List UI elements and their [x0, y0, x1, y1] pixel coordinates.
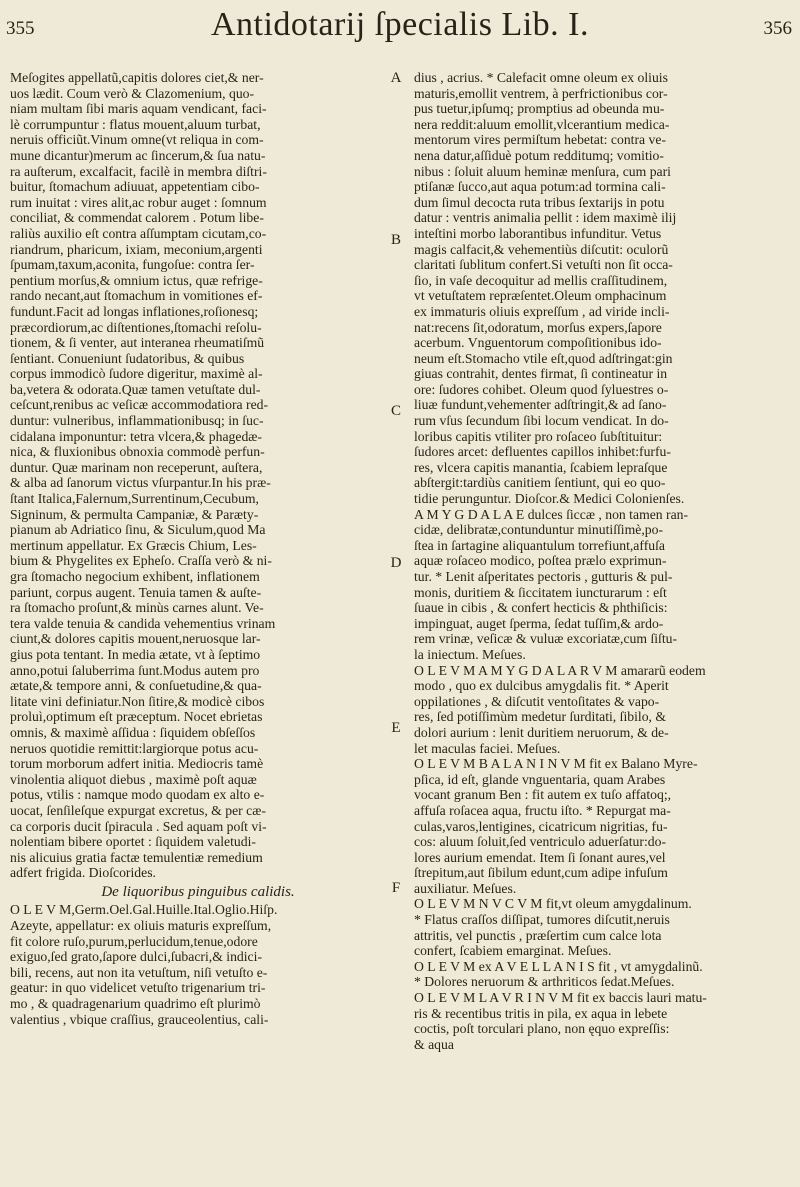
- text-line: res, vlcera capitis manantia, ſcabiem lepraſque: [414, 459, 668, 475]
- text-line: magis calfacit,& vehementiùs diſcutit: oculorũ: [414, 241, 669, 257]
- text-line: rum inuitat : vires alit,ac robur auget : ſomnum: [10, 194, 267, 210]
- text-line: O L E V M L A V R I N V M fit ex baccis lauri matu-: [414, 990, 707, 1006]
- text-line: lores aurium emendat. Item ſi ſonant aures,vel: [414, 849, 666, 865]
- text-line: monis, duritiem & ſiccitatem iuncturarum : eſt: [414, 584, 667, 600]
- text-line: uocat, ſenſileſque expurgat excretus, & per cæ-: [10, 802, 266, 818]
- text-line: niam multam ſibi maris aquam vendicant, faci-: [10, 101, 267, 117]
- text-line: litate vini definiatur.Non ſitire,& modicè cibos: [10, 693, 265, 709]
- text-line: tera valde tenuia & candida vehementius vrinam: [10, 615, 276, 631]
- text-line: mo , & quadragenarium quadrimo eſt plurimò: [10, 996, 261, 1012]
- text-line: lè corrumpuntur : flatus mouent,aluum turbat,: [10, 116, 261, 132]
- text-line: fit colore ruſo,purum,perlucidum,tenue,odore: [10, 933, 258, 949]
- text-line: ceſcunt,renibus ac veſicæ accommodatiora red-: [10, 397, 269, 413]
- text-line: oppilationes , & diſcutit ventoſitates & vapo-: [414, 693, 660, 709]
- text-line: O L E V M ex A V E L L A N I S fit , vt amygdalinũ.: [414, 958, 703, 974]
- text-line: mentorum vires permiſtum hebetat: contra ve-: [414, 132, 666, 148]
- text-line: A M Y G D A L A E dulces ſiccæ , non tamen ran-: [414, 506, 689, 522]
- text-line: nica, & fluxionibus obnoxia commodè perfun-: [10, 444, 265, 460]
- text-line: impinguat, auget ſperma, ſedat tuſſim,& ardo-: [414, 615, 664, 631]
- text-line: acerbum. Vnguentorum compoſitionibus ido-: [414, 335, 662, 351]
- text-line: corpus immodicò ſudore digeritur, maximè al-: [10, 366, 263, 382]
- text-line: giuas contrahit, dentes firmat, ſi contineatur in: [414, 366, 668, 382]
- text-line: ſuaue in cibis , & confert hecticis & phthiſicis:: [414, 600, 668, 616]
- text-line: ris & recentibus tritis in pila, ex aqua in lebete: [414, 1005, 668, 1021]
- text-line: ſudores arcet: defluentes capillos inhibet:furfu-: [414, 444, 671, 460]
- text-line: nis alicuius gratia factæ temulentiæ remedium: [10, 849, 263, 865]
- text-line: cidalana imponuntur: tetra vlcera,& phagedæ-: [10, 428, 262, 444]
- text-line: neum eſt.Stomacho vtile eſt,quod adſtringat:gin: [414, 350, 673, 366]
- text-line: ra auſterum, excalfacit, facilè in membra diſtri-: [10, 163, 267, 179]
- text-line: ſtea in ſartagine aliquantulum torrefiunt,affuſa: [414, 537, 665, 553]
- text-line: loribus capitis vtiliter pro roſaceo ſubſtituitur:: [414, 428, 663, 444]
- margin-letter-a: A: [390, 70, 402, 86]
- text-line: auxiliatur. Meſues.: [414, 880, 517, 896]
- text-line: duntur. Quæ marinam non receperunt, auſtera,: [10, 459, 263, 475]
- text-line: cos: aluum ſoluit,ſed ventriculo aduerſatur:do-: [414, 834, 667, 850]
- text-line: pariunt, corpus augent. Tenuia tamen & auſte-: [10, 584, 262, 600]
- text-line: præcordiorum,ac diſtentiones,ſtomachi reſolu-: [10, 319, 262, 335]
- text-line: abſtergit:tardiùs canitiem ſentiunt, qui eo quo-: [414, 475, 666, 491]
- running-title: Antidotarij ſpecialis Lib. I.: [210, 6, 590, 43]
- page-number-right: 356: [763, 18, 792, 39]
- text-line: riandrum, pharicum, ixiam, meconium,argenti: [10, 241, 263, 257]
- text-line: vinolentia aliquot diebus , maximè poſt aquæ: [10, 771, 257, 787]
- text-line: inteſtini morbo laborantibus infunditur. Vetus: [414, 225, 662, 241]
- text-line: attritis, vel punctis , præſertim cum calce lota: [414, 927, 662, 943]
- text-line: O L E V M N V C V M fit,vt oleum amygdalinum.: [414, 896, 692, 912]
- text-line: ore: ſudores cohibet. Oleum quod ſyluestres o-: [414, 381, 669, 397]
- text-line: mune dicantur)merum ac ſincerum,& ſua natu-: [10, 147, 266, 163]
- right-text-column: [414, 70, 790, 1160]
- text-line: anno,potui ſaluberrima ſunt.Modus autem pro: [10, 662, 260, 678]
- text-line: tidie perunguntur. Dioſcor.& Medici Colonienſes.: [414, 491, 685, 507]
- margin-letter-c: C: [390, 403, 401, 419]
- text-line: gra ſtomacho negocium exhibent, inflationem: [10, 569, 260, 584]
- text-line: modo , quo ex dulcibus amygdalis fit. * Aperit: [414, 678, 669, 694]
- page-number-left: 355: [6, 18, 35, 39]
- text-line: bili, recens, aut non ita vetuſtum, niſi vetuſto e-: [10, 964, 268, 980]
- text-line: Signinum, & permulta Campaniæ, & Paræty-: [10, 506, 259, 522]
- section-heading: De liquoribus pinguibus calidis.: [101, 883, 295, 900]
- text-line: dius , acrius. * Calefacit omne oleum ex oliuis: [414, 70, 668, 85]
- text-line: res, ſed potiſſimùm medetur ſurditati, ſibilo, &: [414, 709, 667, 725]
- text-line: pentium morſus,& omnium ictus, quæ refrige-: [10, 272, 263, 288]
- text-line: cidæ, delibratæ,contunduntur minutiſſimè,po-: [414, 522, 664, 538]
- text-line: O L E V M B A L A N I N V M fit ex Balano Myre-: [414, 756, 698, 772]
- text-line: proluì,optimum eſt præceptum. Nocet ebrietas: [10, 709, 263, 725]
- text-line: la iniectum. Meſues.: [414, 646, 526, 662]
- text-line: & aqua: [414, 1036, 454, 1052]
- text-line: let maculas faciei. Meſues.: [414, 740, 561, 756]
- text-line: rem vrinæ, veſicæ & vuluæ excoriatæ,cum ſiſtu-: [414, 631, 678, 647]
- text-line: ca corporis ducit ſpiracula . Sed aquam poſt vi-: [10, 818, 267, 834]
- text-line: maturis,emollit ventrem, à perfrictionibus cor-: [414, 85, 668, 101]
- text-line: ptiſanæ ſucco,aut aqua potum:ad tormina cali-: [414, 179, 666, 195]
- margin-letter-f: F: [391, 880, 401, 896]
- text-line: & alba ad ſanorum victus vſurpantur.In his præ-: [10, 475, 271, 491]
- text-line: nena datur,aſſiduè potum redditumq; vomitio-: [414, 147, 664, 163]
- text-line: raliùs auxilio eſt contra aſſumptam cicutam,co-: [10, 225, 267, 241]
- text-line: rando necant,aut ſtomachum in vomitiones ef-: [10, 288, 263, 304]
- text-line: tionem, & ſi venter, aut interanea rheumatiſmũ: [10, 335, 265, 351]
- text-line: ſtant Italica,Falernum,Surrentinum,Cecubum,: [10, 491, 259, 507]
- text-line: pianum ab Adriatico ſinu, & Siculum,quod Ma: [10, 522, 266, 538]
- page-header: [0, 4, 800, 48]
- text-line: neruis officiũt.Vinum omne(vt reliqua in com-: [10, 132, 264, 148]
- text-line: coctis, poſt torculari plano, non ęquo expreſſis:: [414, 1021, 670, 1037]
- text-line: potus, vtilis : namque modo quodam ex alto e-: [10, 787, 265, 803]
- text-line: bium & Phygelites ex Epheſo. Craſſa verò & ni-: [10, 553, 272, 569]
- text-line: tur. * Lenit aſperitates pectoris , gutturis & pul-: [414, 569, 673, 584]
- text-line: datur : ventris animalia pellit : idem maximè ilij: [414, 210, 677, 226]
- text-line: torum morborum adfert initia. Mediocris tamè: [10, 756, 264, 772]
- text-line: fundunt.Facit ad longas inflationes,roſionesq;: [10, 303, 259, 319]
- text-line: dum ſimul decocta ruta tribus ſextarijs in potu: [414, 194, 665, 210]
- text-line: O L E V M,Germ.Oel.Gal.Huille.Ital.Oglio.Hiſp.: [10, 902, 278, 918]
- text-line: nolentiam bibere oportet : ſiquidem valetudi-: [10, 834, 256, 850]
- text-line: ba,vetera & odorata.Quæ tamen vetuſtate dul-: [10, 381, 261, 397]
- text-line: ſpumam,taxum,aconita, fungoſue: contra ſer-: [10, 257, 255, 273]
- text-line: ſio, in vaſe decoquitur ad mellis craſſitudinem,: [414, 272, 668, 288]
- text-line: culas,varos,lentigines, cicatricum nigritias, fu-: [414, 818, 668, 834]
- margin-letter-e: E: [391, 720, 401, 736]
- text-line: ciunt,& dolores capitis mouent,neruosque lar-: [10, 631, 261, 647]
- text-line: vocant granum Ben : fit autem ex tuſo affatoq;,: [414, 787, 672, 803]
- text-line: ex immaturis oliuis expreſſum , ad viride incli-: [414, 303, 670, 319]
- text-line: Meſogites appellatũ,capitis dolores ciet,& ner-: [10, 70, 264, 85]
- text-line: * Dolores neruorum & arthriticos ſedat.Meſues.: [414, 974, 675, 990]
- text-line: rum vſus ſecundum ſibi locum vendicat. In do-: [414, 413, 669, 429]
- text-line: exiguo,ſed grato,ſapore dulci,ſubacri,& indici-: [10, 949, 262, 965]
- text-line: vt vetuſtatem repræſentet.Oleum omphacinum: [414, 288, 667, 304]
- text-line: omnis, & maximè aſſidua : ſiquidem obſeſſos: [10, 724, 256, 740]
- text-line: pſica, id eſt, glande vnguentaria, quam Arabes: [414, 771, 666, 787]
- text-line: ætate,& tempore anni, & conſuetudine,& qua-: [10, 678, 262, 694]
- text-line: confert, ſcabiem emarginat. Meſues.: [414, 943, 612, 959]
- text-line: dolori aurium : lenit duritiem neruorum, & de-: [414, 724, 669, 740]
- text-line: ſentiant. Conueniunt ſudatoribus, & quibus: [10, 350, 245, 366]
- left-text-column: [10, 70, 386, 1160]
- text-line: nera reddit:aluum emollit,vlcerantium medica-: [414, 116, 670, 132]
- text-line: valentius , vbique craſſius, grauceolentius, cali-: [10, 1011, 269, 1027]
- text-line: conciliat, & commendat calorem . Potum libe-: [10, 210, 264, 226]
- text-line: nibus : ſoluit aluum heminæ menſura, cum pari: [414, 163, 671, 179]
- text-line: * Flatus craſſos diſſipat, tumores diſcutit,neruis: [414, 912, 670, 928]
- text-line: ſtrepitum,aut ſibilum edunt,cum adipe infuſum: [414, 865, 668, 881]
- text-line: aquæ roſaceo modico, poſtea prælo exprimun-: [414, 553, 667, 569]
- text-line: duntur: vulneribus, inflammationibusq; in ſuc-: [10, 413, 264, 429]
- text-line: Azeyte, appellatur: ex oliuis maturis expreſſum,: [10, 918, 272, 934]
- text-line: affuſa roſacea aqua, fructu iſto. * Repurgat ma-: [414, 802, 671, 818]
- text-line: liuæ fundunt,vehementer adſtringit,& ad ſano-: [414, 397, 667, 413]
- text-line: uos lædit. Coum verò & Clazomenium, quo-: [10, 85, 255, 101]
- text-line: geatur: in quo videlicet vetuſto trigenarium tri-: [10, 980, 266, 996]
- text-line: neruos quotidie remittit:largiorque potus acu-: [10, 740, 259, 756]
- text-line: buitur, ſtomachum adiuuat, appetentiam cibo-: [10, 179, 260, 195]
- text-line: adfert frigida. Dioſcorides.: [10, 865, 156, 881]
- margin-letter-b: B: [390, 232, 401, 248]
- margin-letter-d: D: [390, 555, 402, 571]
- text-line: gius pota tentant. In media ætate, vt à ſeptimo: [10, 646, 261, 662]
- text-line: claritati ſublitum confert.Si vetuſti non ſit occa-: [414, 257, 673, 273]
- text-line: nat:recens ſit,odoratum, morſus expers,ſapore: [414, 319, 662, 335]
- text-line: mertinum appellatur. Ex Græcis Chium, Les-: [10, 537, 257, 553]
- text-line: pus tuetur,ipſumq; promptius ad obeunda mu-: [414, 101, 665, 117]
- text-line: O L E V M A M Y G D A L A R V M amararũ eodem: [414, 662, 706, 678]
- text-line: ra ſtomacho proſunt,& minùs carnes alunt. Ve-: [10, 600, 264, 616]
